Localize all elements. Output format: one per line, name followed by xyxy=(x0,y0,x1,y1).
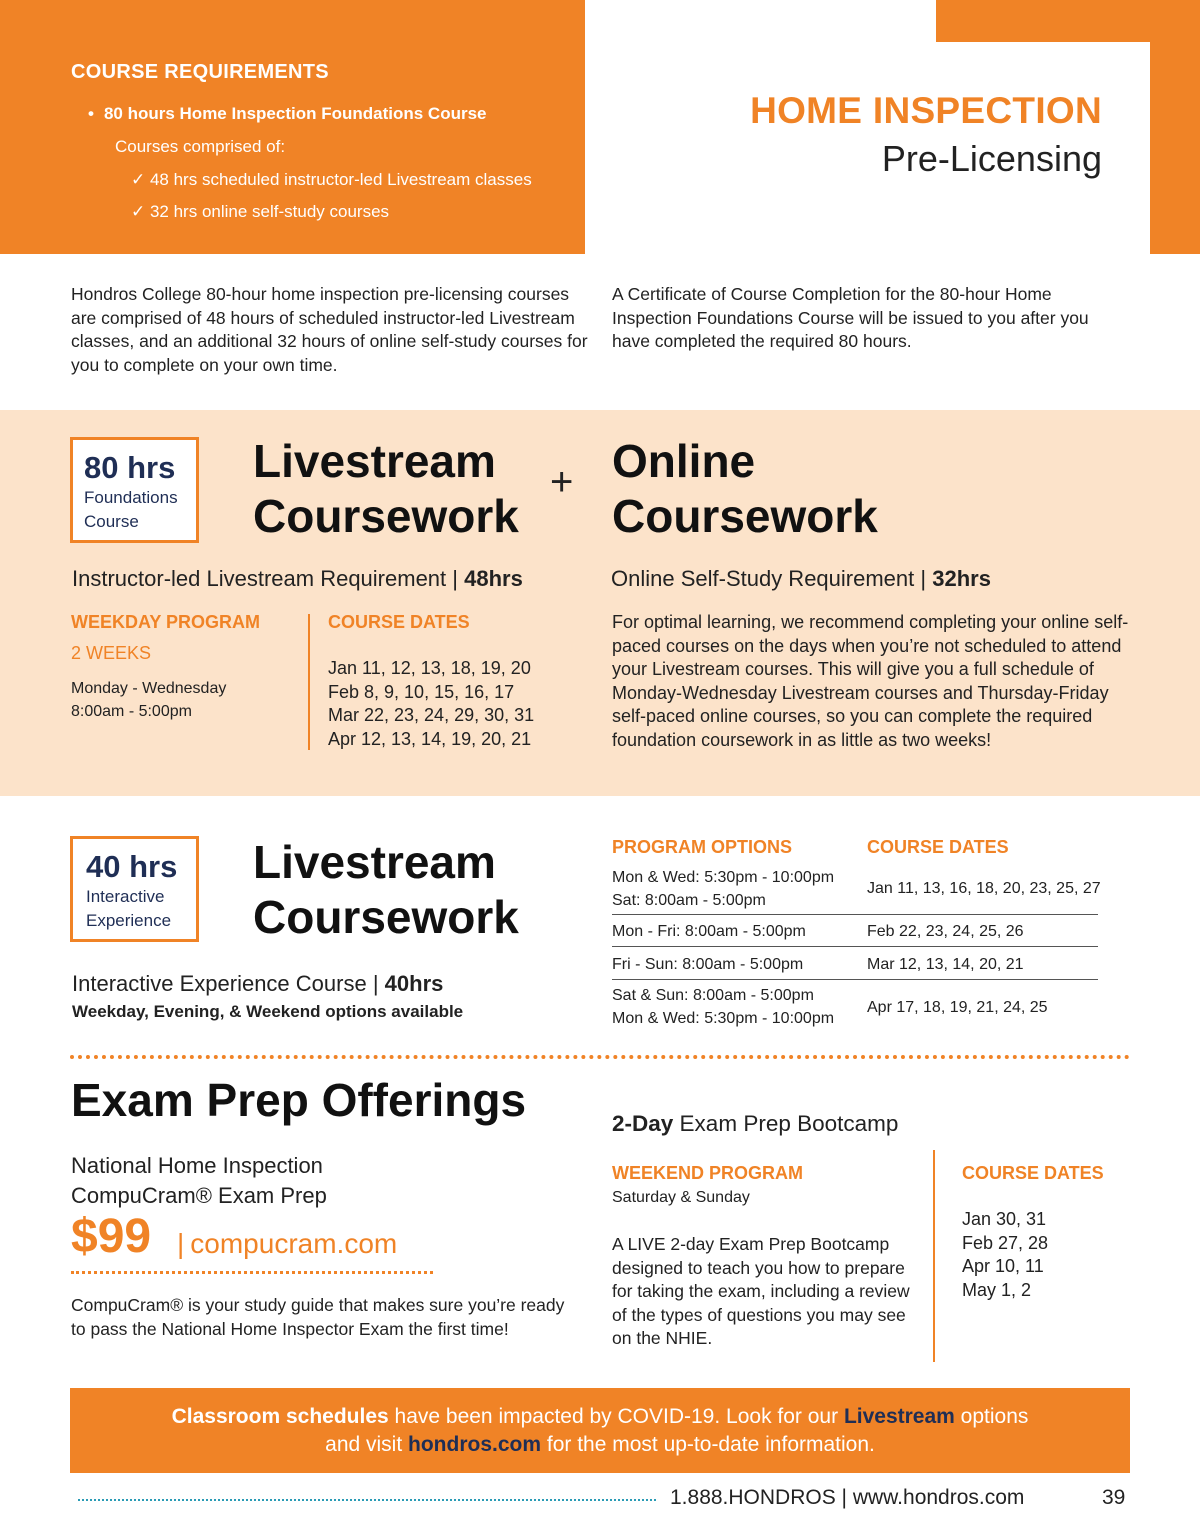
table-divider xyxy=(612,979,1098,980)
interactive-label1: Interactive xyxy=(86,887,165,906)
table-cell-dates: Feb 22, 23, 24, 25, 26 xyxy=(867,923,1024,940)
compucram-price: $99 xyxy=(71,1210,152,1263)
interactive-label2: Experience xyxy=(86,911,172,930)
section-divider xyxy=(70,1055,1130,1059)
requirements-title: COURSE REQUIREMENTS xyxy=(71,61,329,83)
program-options-heading: PROGRAM OPTIONS xyxy=(612,837,793,857)
foundations-dates-list xyxy=(328,657,534,751)
livestream-requirement: Instructor-led Livestream Requirement | 48hrs xyxy=(72,566,523,591)
price-underline xyxy=(71,1271,433,1274)
table-row: Fri - Sun: 8:00am - 5:00pm xyxy=(612,956,804,973)
interactive-livestream-heading: Livestream Coursework xyxy=(253,836,519,943)
exam-prep-heading: Exam Prep Offerings xyxy=(71,1074,527,1126)
list-item: Jan 11, 12, 13, 18, 19, 20 xyxy=(328,658,531,678)
hondros-link[interactable]: hondros.com xyxy=(408,1433,542,1456)
interactive-requirement: Interactive Experience Course | 40hrs xyxy=(72,971,444,996)
page-subtitle: Pre-Licensing xyxy=(881,138,1102,179)
table-cell-dates: Jan 11, 13, 16, 18, 20, 23, 25, 27 xyxy=(867,880,1101,897)
table-row: Mon - Fri: 8:00am - 5:00pm xyxy=(612,923,806,940)
requirements-check-livestream: ✓ 48 hrs scheduled instructor-led Livestream classes xyxy=(131,170,532,189)
column-divider xyxy=(308,614,310,750)
plus-icon: + xyxy=(550,460,574,504)
bootcamp-title: 2-Day Exam Prep Bootcamp xyxy=(612,1111,899,1136)
table-row: Mon & Wed: 5:30pm - 10:00pm Sat: 8:00am - 5:00pm xyxy=(612,869,835,909)
foundations-hours-badge xyxy=(70,437,199,543)
bullet-icon: • xyxy=(88,104,94,123)
requirements-check-online: ✓ 32 hrs online self-study courses xyxy=(131,202,390,221)
column-divider xyxy=(933,1150,935,1362)
foundations-dates-heading: COURSE DATES xyxy=(328,612,470,632)
online-heading xyxy=(612,434,878,544)
exam-dates-heading: COURSE DATES xyxy=(962,1163,1104,1183)
weekend-days: Saturday & Sunday xyxy=(612,1189,750,1206)
table-divider xyxy=(612,914,1098,915)
list-item: Feb 8, 9, 10, 15, 16, 17 xyxy=(328,681,515,702)
online-requirement-hours: 32hrs xyxy=(932,566,991,591)
list-item: Apr 12, 13, 14, 19, 20, 21 xyxy=(328,728,532,749)
weekend-program-heading: WEEKEND PROGRAM xyxy=(612,1163,804,1183)
interactive-hours-badge xyxy=(70,836,199,942)
online-heading-line1: Online xyxy=(612,435,756,487)
weekday-days: Monday - Wednesday xyxy=(71,680,227,697)
online-description: For optimal learning, we recommend completing your online self-paced courses on the days when you’re not scheduled to attend your Livestream courses. This will give you a full schedule of Monday-Wednesday Livestream courses and Thursday-Friday self-paced online courses, so you can complete the required foundation coursework in as little as two weeks! xyxy=(612,612,1129,750)
requirements-bullet xyxy=(88,104,487,124)
interactive-options-note: Weekday, Evening, & Weekend options available xyxy=(72,1002,464,1021)
weeks-label: 2 WEEKS xyxy=(71,643,152,663)
weekday-program-heading: WEEKDAY PROGRAM xyxy=(71,612,261,632)
list-item: Feb 27, 28 xyxy=(962,1232,1049,1253)
page-title: HOME INSPECTION xyxy=(750,90,1102,131)
compucram-title: National Home Inspection CompuCram® Exam Prep xyxy=(71,1153,327,1208)
footer-contact: 1.888.HONDROS | www.hondros.com xyxy=(670,1486,1025,1509)
covid-notice-banner: Classroom schedules have been impacted by COVID-19. Look for our Livestream options and visit hondros.com for the most up-to-date information. xyxy=(70,1388,1130,1473)
table-row: Sat & Sun: 8:00am - 5:00pm Mon & Wed: 5:30pm - 10:00pm xyxy=(612,987,835,1027)
compucram-link[interactable]: | compucram.com xyxy=(177,1228,398,1259)
corner-accent-top xyxy=(936,0,1200,42)
livestream-heading-line1: Livestream xyxy=(253,435,496,487)
page-number: 39 xyxy=(1102,1486,1126,1509)
weekday-times: 8:00am - 5:00pm xyxy=(71,703,192,720)
list-item: May 1, 2 xyxy=(962,1279,1032,1300)
foundations-hours: 80 hrs xyxy=(84,450,176,485)
interactive-requirement-hours: 40hrs xyxy=(384,971,444,996)
list-item: Mar 22, 23, 24, 29, 30, 31 xyxy=(328,705,535,725)
footer-divider xyxy=(78,1499,656,1501)
livestream-requirement-hours: 48hrs xyxy=(464,566,523,591)
table-cell-dates: Apr 17, 18, 19, 21, 24, 25 xyxy=(867,999,1048,1016)
exam-dates-list xyxy=(962,1208,1048,1302)
compucram-description: CompuCram® is your study guide that makes sure you’re ready to pass the National Home Inspector Exam the first time! xyxy=(71,1295,565,1339)
foundations-label2: Course xyxy=(84,512,139,531)
table-cell-dates: Mar 12, 13, 14, 20, 21 xyxy=(867,956,1024,973)
interactive-dates-heading: COURSE DATES xyxy=(867,837,1009,857)
intro-right-paragraph: A Certificate of Course Completion for the 80-hour Home Inspection Foundations Course will be issued to you after you have completed the required 80 hours. xyxy=(612,284,1089,351)
bootcamp-description: A LIVE 2-day Exam Prep Bootcamp designed to teach you how to prepare for taking the exam, including a review of the types of questions you may see on the NHIE. xyxy=(612,1234,910,1348)
table-divider xyxy=(612,946,1098,947)
livestream-heading xyxy=(253,434,519,544)
foundations-label1: Foundations xyxy=(84,488,178,507)
requirements-sub: Courses comprised of: xyxy=(115,137,286,156)
intro-left-paragraph: Hondros College 80-hour home inspection pre-licensing courses are comprised of 48 hours of scheduled instructor-led Livestream classes, and an additional 32 hours of online self-study courses for you to complete on your own time. xyxy=(71,284,588,375)
list-item: Jan 30, 31 xyxy=(962,1209,1047,1229)
online-requirement: Online Self-Study Requirement | 32hrs xyxy=(611,566,991,591)
online-heading-line2: Coursework xyxy=(612,490,878,542)
livestream-heading-line2: Coursework xyxy=(253,490,519,542)
corner-accent-side xyxy=(1150,42,1200,254)
interactive-hours: 40 hrs xyxy=(86,849,178,884)
requirements-bullet-text: 80 hours Home Inspection Foundations Course xyxy=(103,104,487,123)
list-item: Apr 10, 11 xyxy=(962,1256,1044,1276)
